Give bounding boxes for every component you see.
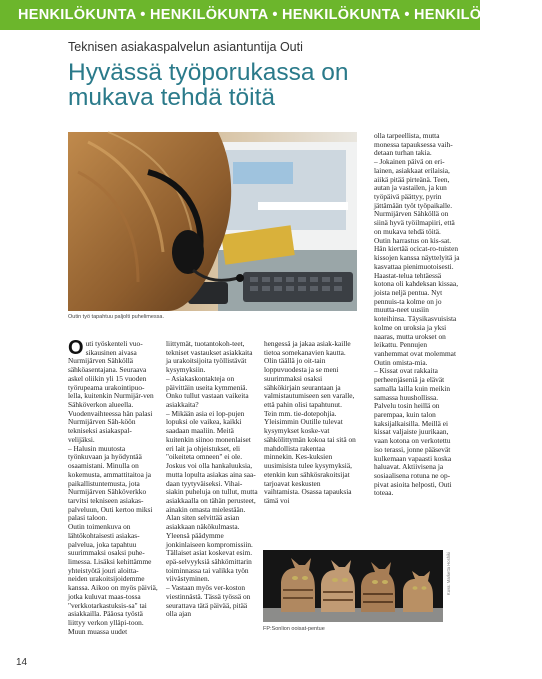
article-column-4 [374,132,460,498]
paragraph: olla tarpeellista, mutta monessa tapauksessa vaih-detaan turhan takia. [374,131,453,158]
article-column-3 [264,340,356,506]
article-kicker: Teknisen asiakaspalvelun asiantuntija Outi [68,40,303,54]
paragraph: – Asiakaskontakteja on päivittäin useita kymmeniä. [166,373,248,392]
article-column-2 [166,340,258,619]
photo-woman-on-headset [68,132,357,311]
paragraph: uti työskenteli vuo-sikausinen aivasa Nurmijärven Sähköllä sähköasentajana. Seuraava askel oliikin yli 15 vuoden työrupeama urakointipuo-lella, kuitenkin Nurmijär-ven Sähköverkon alueella. Vuodenvaihteessa hän palasi Nurmijärven Säh-köön tekniseksi asiakaspal-velijäksi. [68,339,154,444]
photo-cats-caption: FP:Sonlion ooisat-pentue [263,626,325,632]
page-number: 14 [16,657,28,668]
paragraph: – Mikään asia ei lop-pujen lopuksi ole vaikea, kaikki saadaan maaliin. Meitä kuitenkin siinoo monenlaiset eri lait ja ohjeistukset, eli "oikeiteta omneen" ei ole. Joskus voi olla hankaluuksia, mutta lopulta asiakas aina saa-daan tyytyväiseksi. Vihai-siakin puheluja on tullut, mutta asiakkaalla on tähän perusteet, ainakin omasta mielestään. Alan siten selvittää asian asiakkaan näkökulmasta. Yleensä päädymme jonkinlaiseen kompromissiin. Tällaiset asiat koskevat esim. epä-selvyyksiä sähkömittarin toiminnassa tai valikka työn viivästyminen. [166,408,258,584]
paragraph: Outin harrastus on kis-sat. Hän kiertää ocicat-ro-tuisten kissojen kanssa näyttelyitä ja kasvattaa pienimuotoisesti. Haastat-telua tehtäessä kotona oli kahdeksan kissaa, joista neljä pentua. Nyt pennuis-ta kolme on jo muutta-neet uusiin koteihinsa. Täysikasvuisista kolme on uroksia ja yksi naaras, mutta urokset on leikattu. Pennujen vanhemmat ovat molemmat Outin omista-mia. [374,235,460,367]
paragraph: Outin toimenkuva on lähtökohtaisesti asiakas-palvelua, joka tapahtuu suurimmaksi osaksi puhe-limessa. Lisäksi kehittämme yhteistyötä jouri aloitta-neiden urakoitsijoidemme kanssa. Aikoo on myös päiviä, jotka kuluvat maas-tossa "verkkotarkastuksis-sa" tai asiakkailla. Pääosa työstä liittyy verkon ylläpi-toon. Muun muassa uudet [68,522,158,636]
photo-main-caption: Outin työ tapahtuu paljolti puhelimessa. [68,314,165,320]
paragraph: hengessä ja jakaa asiak-kaille tietoa somekanavien kautta. Olin täällä jo oit-tain loppuvuodesta ja se meni suurimmaksi osaksi sähkökirjain seurantaan ja valmistautumiseen sen varalle, että pahin olisi tapahtunut. Tein mm. tie-dotepohjia. [264,339,355,418]
drop-cap: O [68,337,84,359]
paragraph: – Kissat ovat rakkaita perheenjäseniä ja elävät samalla lailla kuin meikin samassa huushollissa. Palvelu tosin heillä on parempaa, kuin talon kaksijalkaisilla. Meillä ei kissat valjaiste juurikaan, vaan kotona on verkotettu iso terassi, jonne pääsevät kulkemaan vapaasti koska haluavat. Aktiivisena ja sosiaalisena rotuna ne op-pivat asioita helposti, Outi toteaa. [374,366,452,498]
paragraph: Onko tullut vastaan vaikeita asiakkaita? [166,391,249,410]
paragraph: Yleisimmin Outille tulevat kysymykset koske-vat sähkölittymän kokoa tai sitä on mahdollista rakentaa minnekin. Kes-kuksien uusimisista tulee kysymyksiä, etenkin kun sähkösrakoitsijat tarjoavat keskusten vaihtamista. Osassa tapauksia tämä voi [264,417,356,505]
paragraph: – Jokainen päivä on eri-lainen, asiakkaat erilaisia, aiikä pitää pirteänä. Teen, autan ja vastailen, ja kun työpäivä päättyy, pyrin jättämään työt työpaikalle. Nurmijärven Sähköllä on siinä hyvä työilmapiiri, että on mukava tehdä töitä. [374,157,455,236]
paragraph: – Vastaan myös ver-koston viestinnästä. Tässä työssä on seurattava tätä päivää, pitää olla ajan [166,583,251,619]
kittens-photo-illustration [263,550,443,622]
article-headline: Hyvässä työporukassa on mukava tehdä töitä [68,59,349,111]
paragraph: liittymät, tuotantokoh-teet, tekniset vastaukset asiakkaita ja urakoitsijoita työllistävät kysymyksiin. [166,339,253,375]
paragraph: – Halusin muutosta työnkuvaan ja hyödyntää osaamistani. Minulla on kokemusta, ammattitaitoa ja paikallistuntemusta, jota Nurmijärven Sähköverkko tarvitsi tekniseen asiakas-palveluun, Outi kertoo miksi palasi taloon. [68,443,153,523]
section-banner [0,0,542,30]
photo-kittens [263,550,443,622]
headset-photo-illustration [68,132,357,311]
article-column-1 [68,337,158,636]
photo-credit: Kuva: Marketta Hoshiki [446,552,451,596]
banner-text: HENKILÖKUNTA • HENKILÖKUNTA • HENKILÖKUNTA • HENKILÖKUNTA • [18,7,542,23]
